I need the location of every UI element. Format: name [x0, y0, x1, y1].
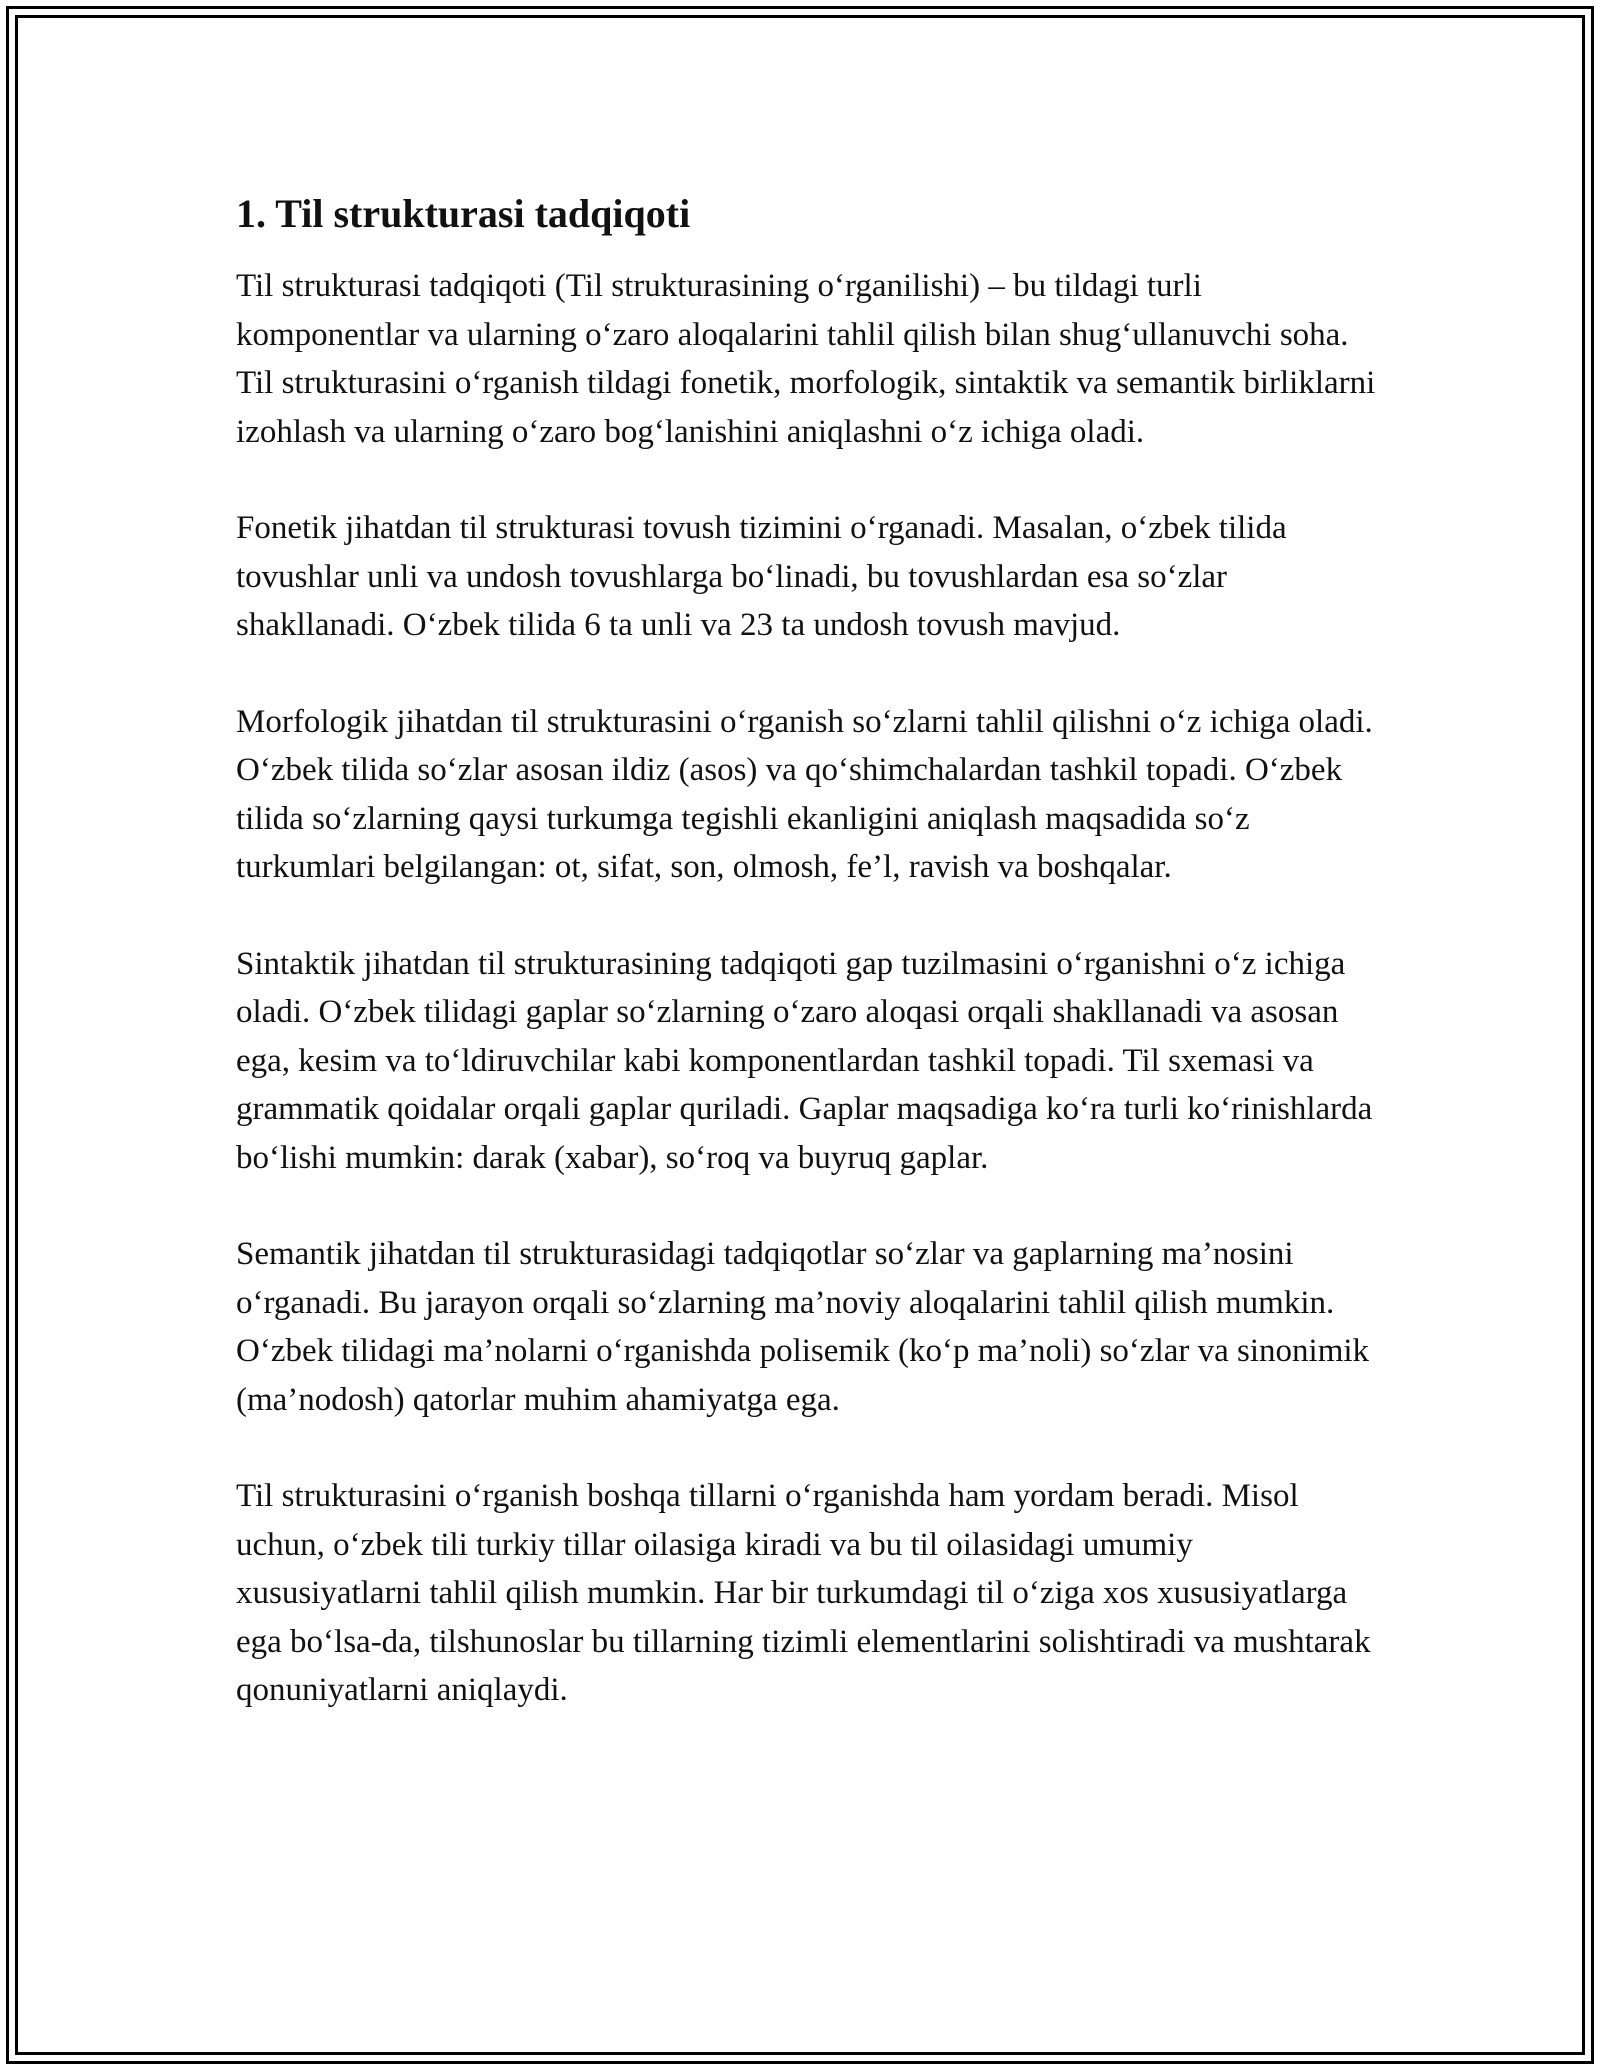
section-heading: 1. Til strukturasi tadqiqoti: [236, 191, 691, 236]
paragraph-semantics: Semantik jihatdan til strukturasidagi tadqiqotlar so‘zlar va gaplarning ma’nosini o‘rganadi. Bu jarayon orqali so‘zlarning ma’noviy aloqalarini tahlil qilish mumkin. O‘zbek tilidagi ma’nolarni o‘rganishda polisemik (ko‘p ma’noli) so‘zlar va sinonimik (ma’nodosh) qatorlar muhim ahamiyatga ega.: [236, 1236, 1370, 1418]
paragraph-syntax: Sintaktik jihatdan til strukturasining tadqiqoti gap tuzilmasini o‘rganishni o‘z ichiga oladi. O‘zbek tilidagi gaplar so‘zlarning o‘zaro aloqasi orqali shakllanadi va asosan ega, kesim va to‘ldiruvchilar kabi komponentlardan tashkil topadi. Til sxemasi va grammatik qoidalar orqali gaplar quriladi. Gaplar maqsadiga ko‘ra turli ko‘rinishlarda bo‘lishi mumkin: darak (xabar), so‘roq va buyruq gaplar.: [236, 945, 1373, 1176]
document-body: [236, 186, 1376, 1763]
paragraph-intro: Til strukturasi tadqiqoti (Til strukturasining o‘rganilishi) – bu tildagi turli komponentlar va ularning o‘zaro aloqalarini tahlil qilish bilan shug‘ullanuvchi soha. Til strukturasini o‘rganish tildagi fonetik, morfologik, sintaktik va semantik birliklarni izohlash va ularning o‘zaro bog‘lanishini aniqlashni o‘z ichiga oladi.: [236, 268, 1376, 450]
paragraph-morphology: Morfologik jihatdan til strukturasini o‘rganish so‘zlarni tahlil qilishni o‘z ichiga oladi. O‘zbek tilida so‘zlar asosan ildiz (asos) va qo‘shimchalardan tashkil topadi. O‘zbek tilida so‘zlarning qaysi turkumga tegishli ekanligini aniqlash maqsadida so‘z turkumlari belgilangan: ot, sifat, son, olmosh, fe’l, ravish va boshqalar.: [236, 703, 1373, 885]
paragraph-phonetics: Fonetik jihatdan til strukturasi tovush tizimini o‘rganadi. Masalan, o‘zbek tilida tovushlar unli va undosh tovushlarga bo‘linadi, bu tovushlardan esa so‘zlar shakllanadi. O‘zbek tilida 6 ta unli va 23 ta undosh tovush mavjud.: [236, 510, 1287, 643]
paragraph-comparative: Til strukturasini o‘rganish boshqa tillarni o‘rganishda ham yordam beradi. Misol uchun, o‘zbek tili turkiy tillar oilasiga kiradi va bu til oilasidagi umumiy xususiyatlarni tahlil qilish mumkin. Har bir turkumdagi til o‘ziga xos xususiyatlarga ega bo‘lsa-da, tilshunoslar bu tillarning tizimli elementlarini solishtiradi va mushtarak qonuniyatlarni aniqlaydi.: [236, 1478, 1371, 1708]
